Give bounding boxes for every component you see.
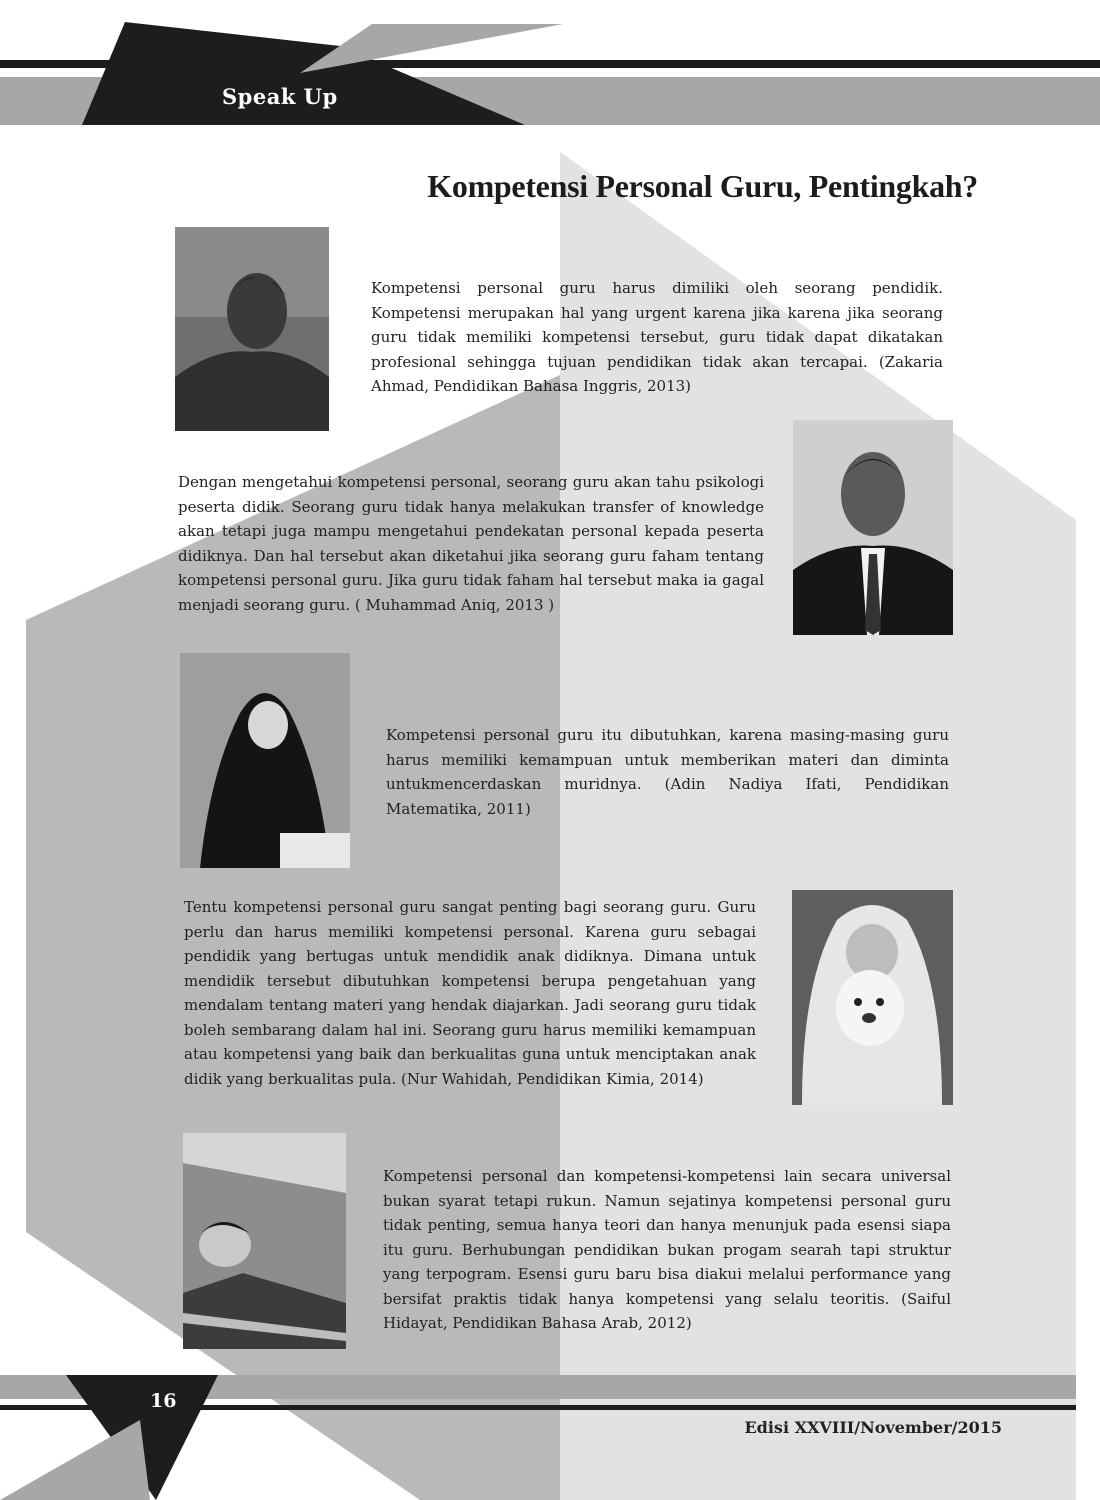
photo-nur-wahidah [792,890,953,1105]
entry-5-text: Kompetensi personal dan kompetensi-kompetensi lain secara universal bukan syarat tetapi rukun. Namun sejatinya kompetensi personal guru tidak penting, semua hanya teori dan hanya menunjuk pada esensi siapa itu guru. Berhubungan pendidikan bukan progam searah tapi struktur yang terpogram. Esensi guru baru bisa diakui melalui performance yang bersifat praktis tidak hanya kompetensi yang selalu teoritis. (Saiful Hidayat, Pendidikan Bahasa Arab, 2012) [383,1167,951,1332]
photo-muhammad-aniq [793,420,953,635]
article-title: Kompetensi Personal Guru, Pentingkah? [427,168,978,204]
entry-2-text: Dengan mengetahui kompetensi personal, seorang guru akan tahu psikologi peserta didik. Seorang guru tidak hanya melakukan transfer of knowledge akan tetapi juga mampu mengetahui pendekatan personal kepada peserta didiknya. Dan hal tersebut akan diketahui jika seorang guru faham tentang kompetensi personal guru. Jika guru tidak faham hal tersebut maka ia gagal menjadi seorang guru. ( Muhammad Aniq, 2013 ) [178,473,764,614]
entry-3-text: Kompetensi personal guru itu dibutuhkan, karena masing-masing guru harus memiliki kemampuan untuk memberikan materi dan diminta untukmencerdaskan muridnya. (Adin Nadiya Ifati, Pendidikan Matematika, 2011) [386,726,949,818]
photo-zakaria-ahmad [175,227,329,431]
photo-adin-nadiya-ifati [180,653,350,868]
photo-saiful-hidayat [183,1133,346,1349]
page-number: 16 [150,1390,177,1412]
entry-1-text: Kompetensi personal guru harus dimiliki oleh seorang pendidik. Kompetensi merupakan hal yang urgent karena jika karena jika seorang guru tidak memiliki kompetensi tersebut, guru tidak dapat dikatakan profesional sehingga tujuan pendidikan tidak akan tercapai. (Zakaria Ahmad, Pendidikan Bahasa Inggris, 2013) [371,279,943,395]
edition-label: Edisi XXVIII/November/2015 [744,1418,1002,1437]
entry-4-text: Tentu kompetensi personal guru sangat penting bagi seorang guru. Guru perlu dan harus memiliki kompetensi personal. Karena guru sebagai pendidik yang bertugas untuk mendidik anak didiknya. Dimana untuk mendidik tersebut dibutuhkan kompetensi berupa pengetahuan yang mendalam tentang materi yang hendak diajarkan. Jadi seorang guru tidak boleh sembarang dalam hal ini. Seorang guru harus memiliki kemampuan atau kompetensi yang baik dan berkualitas guna untuk menciptakan anak didik yang berkualitas pula. (Nur Wahidah, Pendidikan Kimia, 2014) [184,898,756,1088]
section-label: Speak Up [222,84,338,109]
